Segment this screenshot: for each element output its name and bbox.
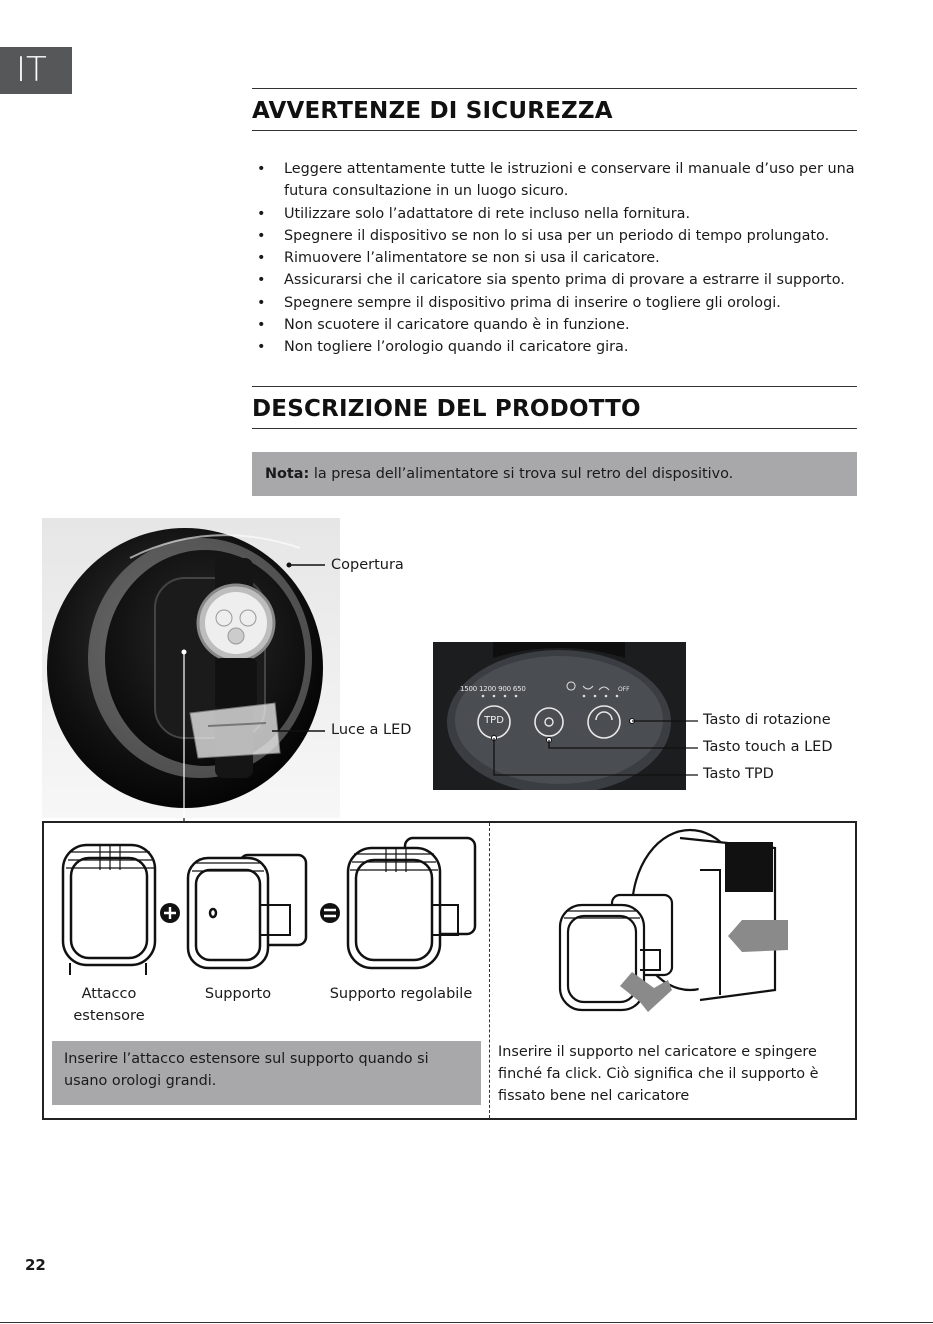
extender-caption: Attacco estensore	[73, 986, 145, 1024]
plus-icon	[160, 903, 180, 923]
bottom-rule	[0, 1322, 933, 1323]
adjustable-holder-illustration	[348, 838, 475, 968]
holder-illustration	[188, 855, 306, 968]
adjustable-holder-caption: Supporto regolabile	[329, 986, 473, 1002]
extender-instruction: Inserire l’attacco estensore sul supporto quando si usano orologi grandi.	[52, 1041, 481, 1105]
list-item: • Leggere attentamente tutte le istruzioni e conservare il manuale d’uso per una futura consultazione in un luogo sicuro.	[257, 161, 855, 200]
safety-heading: AVVERTENZE DI SICUREZZA	[252, 98, 613, 124]
list-item: • Spegnere sempre il dispositivo prima di inserire o togliere gli orologi.	[257, 294, 781, 311]
led-light-label: Luce a LED	[331, 722, 412, 738]
page-number: 22	[25, 1256, 46, 1274]
rotation-button-label: Tasto di rotazione	[703, 712, 831, 728]
note-box: Nota: la presa dell’alimentatore si trova sul retro del dispositivo.	[252, 452, 857, 496]
insertion-instruction: Inserire il supporto nel caricatore e spingere finché fa click. Ciò significa che il supporto è fissato bene nel caricatore	[498, 1044, 819, 1104]
speed-labels: 1500 1200 900 650	[460, 685, 526, 693]
list-item: • Rimuovere l’alimentatore se non si usa il caricatore.	[257, 250, 660, 267]
list-item: • Spegnere il dispositivo se non lo si usa per un periodo di tempo prolungato.	[257, 227, 830, 244]
language-tab: IT	[0, 47, 72, 94]
cover-label: Copertura	[331, 557, 404, 573]
equals-icon	[320, 903, 340, 923]
list-item: • Non togliere l’orologio quando il caricatore gira.	[257, 339, 629, 356]
list-item: • Utilizzare solo l’adattatore di rete incluso nella fornitura.	[257, 205, 691, 222]
led-touch-button-label: Tasto touch a LED	[703, 739, 833, 755]
extender-illustration	[63, 845, 155, 975]
list-item: • Assicurarsi che il caricatore sia spento prima di provare a estrarre il supporto.	[257, 272, 845, 289]
tpd-button-label: Tasto TPD	[703, 766, 774, 782]
holder-caption: Supporto	[204, 986, 272, 1002]
tpd-button[interactable]: TPD	[484, 715, 504, 726]
list-item: • Non scuotere il caricatore quando è in funzione.	[257, 317, 630, 334]
product-heading: DESCRIZIONE DEL PRODOTTO	[252, 396, 641, 422]
off-label: OFF	[618, 686, 630, 693]
